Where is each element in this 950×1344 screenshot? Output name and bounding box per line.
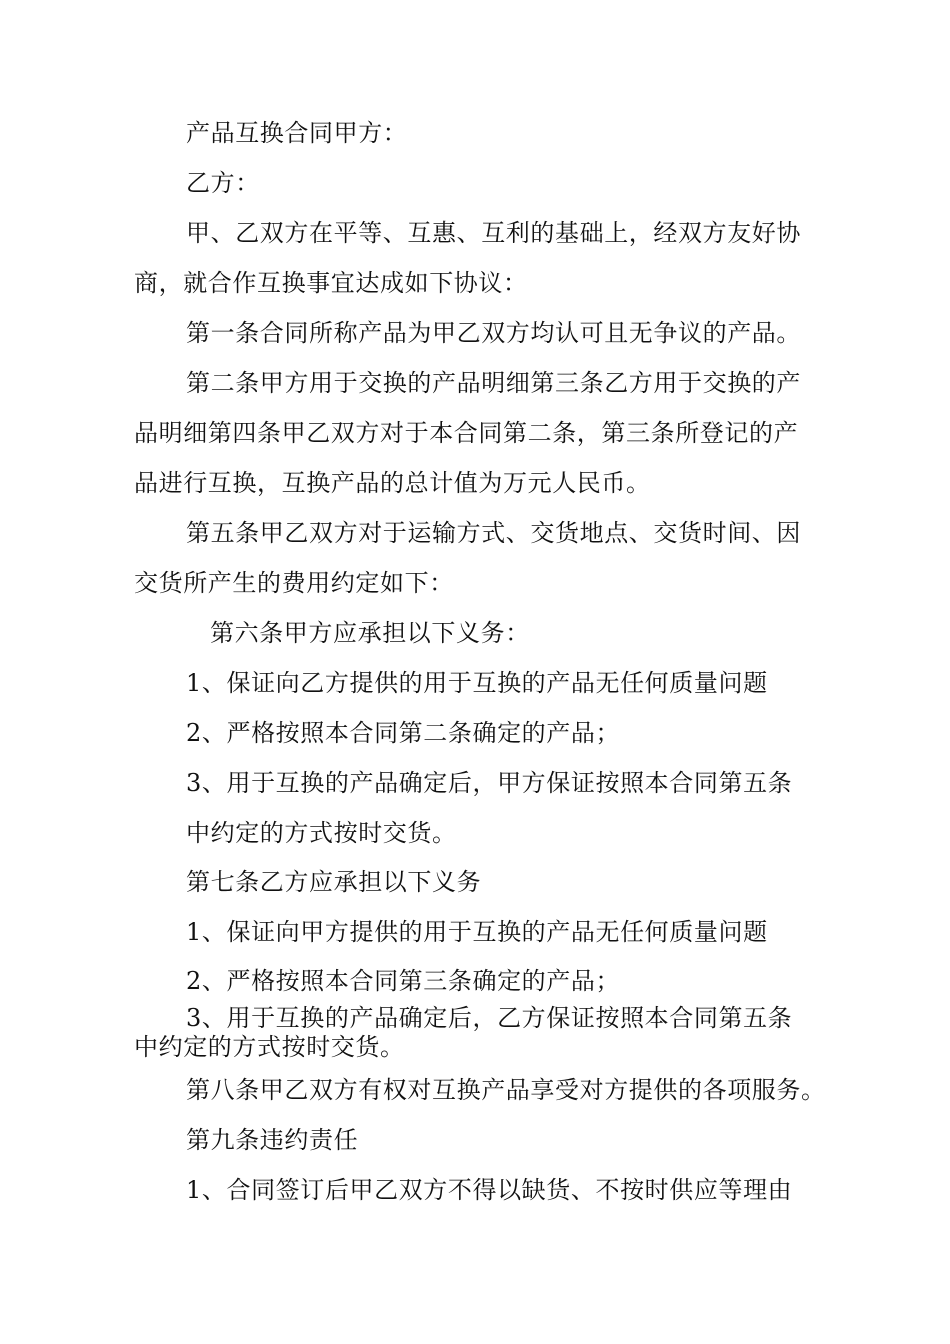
- list-item-line: 1、合同签订后甲乙双方不得以缺货、不按时供应等理由: [186, 1176, 793, 1204]
- list-item-line: 2、严格按照本合同第三条确定的产品；: [186, 967, 621, 995]
- paragraph-line: 交货所产生的费用约定如下：: [134, 569, 454, 597]
- article-heading-line: 第七条乙方应承担以下义务: [186, 868, 482, 896]
- contract-title-line: 产品互换合同甲方：: [186, 119, 408, 147]
- list-item-line: 1、保证向甲方提供的用于互换的产品无任何质量问题: [186, 918, 768, 946]
- paragraph-line: 甲、乙双方在平等、互惠、互利的基础上，经双方友好协: [186, 219, 801, 247]
- paragraph-line: 品明细第四条甲乙双方对于本合同第二条，第三条所登记的产: [134, 419, 799, 447]
- paragraph-line: 第一条合同所称产品为甲乙双方均认可且无争议的产品。: [186, 319, 801, 347]
- paragraph-line: 商，就合作互换事宜达成如下协议：: [134, 269, 528, 297]
- list-item-line: 1、保证向乙方提供的用于互换的产品无任何质量问题: [186, 669, 768, 697]
- list-item-line: 2、严格按照本合同第二条确定的产品；: [186, 719, 621, 747]
- article-heading-line: 第六条甲方应承担以下义务：: [210, 619, 530, 647]
- paragraph-line: 第八条甲乙双方有权对互换产品享受对方提供的各项服务。: [186, 1076, 826, 1104]
- list-item-line: 中约定的方式按时交货。: [134, 1033, 405, 1061]
- list-item-line: 中约定的方式按时交货。: [186, 819, 457, 847]
- paragraph-line: 第二条甲方用于交换的产品明细第三条乙方用于交换的产: [186, 369, 801, 397]
- party-b-line: 乙方：: [186, 169, 260, 197]
- list-item-line: 3、用于互换的产品确定后，甲方保证按照本合同第五条: [186, 769, 793, 797]
- paragraph-line: 第五条甲乙双方对于运输方式、交货地点、交货时间、因: [186, 519, 801, 547]
- paragraph-line: 品进行互换，互换产品的总计值为万元人民币。: [134, 469, 651, 497]
- list-item-line: 3、用于互换的产品确定后，乙方保证按照本合同第五条: [186, 1004, 793, 1032]
- article-heading-line: 第九条违约责任: [186, 1126, 359, 1154]
